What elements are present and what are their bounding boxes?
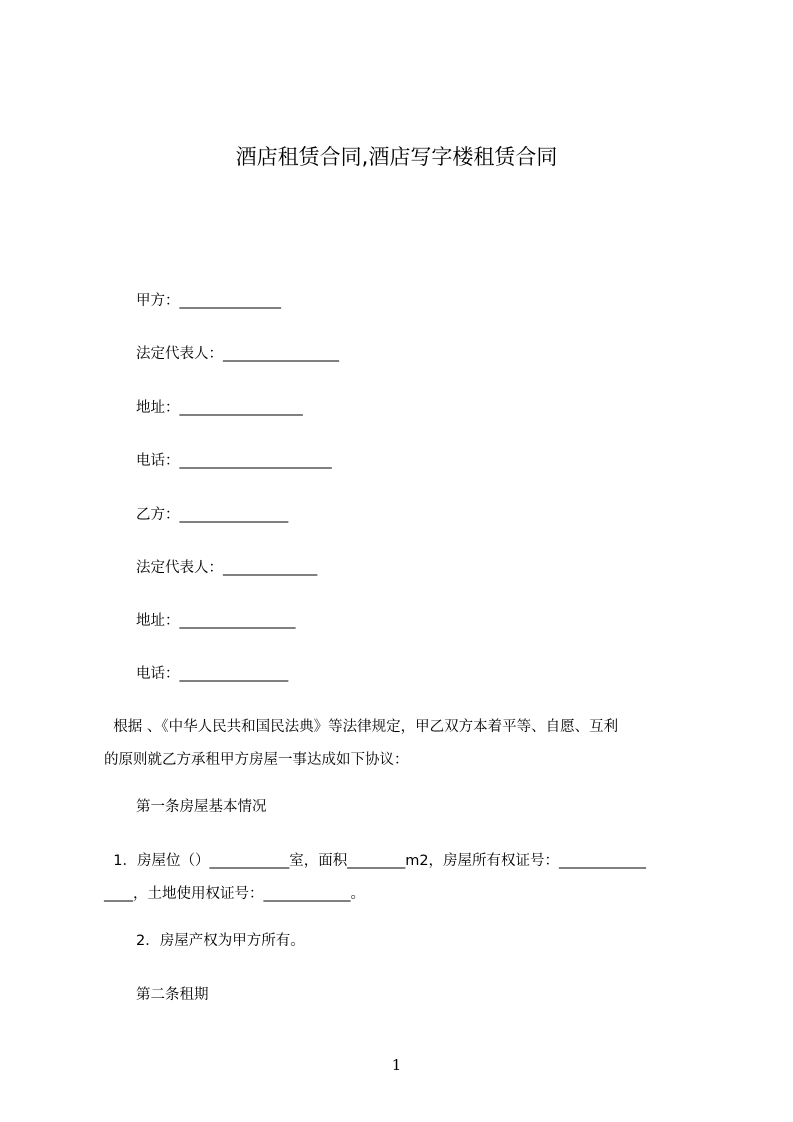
party-a-phone-line: 电话：_____________________ (136, 453, 332, 469)
party-b-address-line: 地址：________________ (136, 613, 296, 629)
party-b-phone-line: 电话：_______________ (136, 666, 289, 682)
preamble-paragraph (104, 717, 704, 783)
article-1-heading: 第一条房屋基本情况 (136, 799, 267, 815)
document-title: 酒店租赁合同,酒店写字楼租赁合同 (235, 145, 558, 169)
party-b-representative-line: 法定代表人：_____________ (136, 560, 318, 576)
article-1-item-1-line-1: 1．房屋位（）___________室，面积________m2，房屋所有权证号：____________ (104, 853, 647, 869)
party-a-address-line: 地址：_________________ (136, 400, 303, 416)
article-1-item-1-line-2: ____，土地使用权证号：____________。 (104, 886, 365, 902)
preamble-line-1: 根据 、《中华人民共和国民法典》等法律规定，甲乙双方本着平等、自愿、互利 (104, 719, 619, 735)
article-1-item-1 (104, 851, 704, 917)
article-2-heading: 第二条租期 (136, 987, 209, 1003)
article-1-item-2: 2．房屋产权为甲方所有。 (136, 933, 305, 949)
party-a-representative-line: 法定代表人：________________ (136, 346, 339, 362)
party-a-line: 甲方：______________ (136, 293, 281, 309)
preamble-line-2: 的原则就乙方承租甲方房屋一事达成如下协议： (104, 752, 409, 768)
party-b-line: 乙方：_______________ (136, 507, 289, 523)
page-number: 1 (391, 1056, 402, 1074)
